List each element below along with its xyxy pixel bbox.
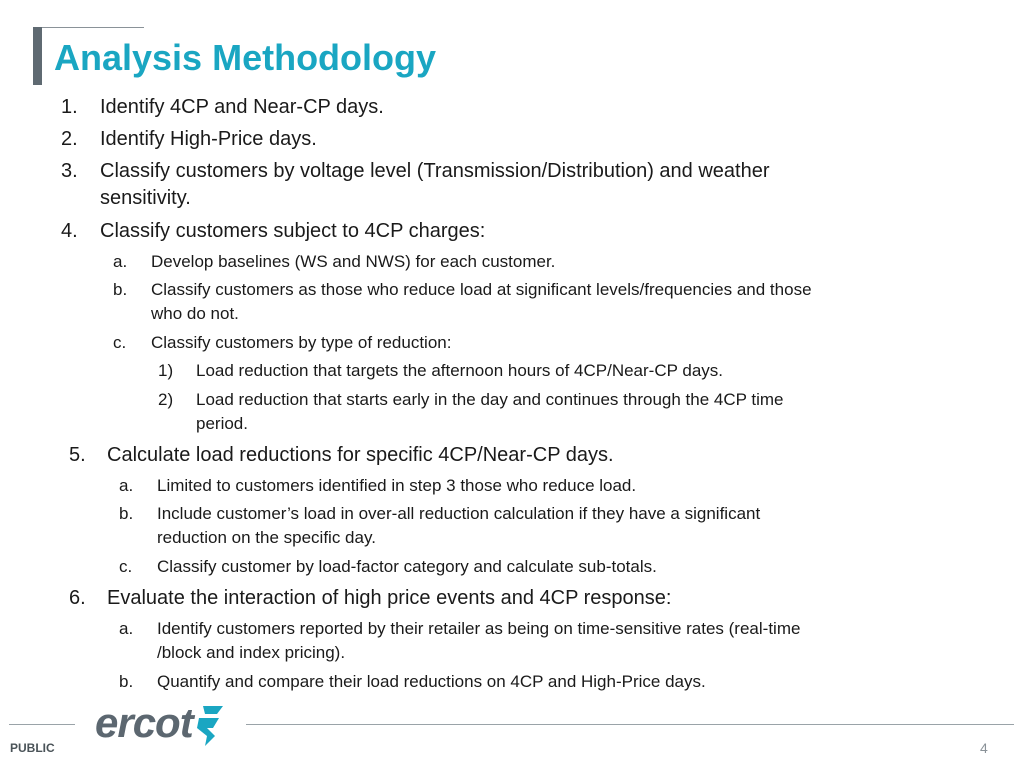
- sub-sub-list-number: 1): [158, 361, 174, 380]
- sub-sub-list-text: Load reduction that targets the afternoon hours of 4CP/Near-CP days.: [196, 361, 723, 380]
- sub-list-text-continuation: reduction on the specific day.: [157, 528, 376, 547]
- list-number: 5.: [69, 444, 86, 466]
- list-number: 3.: [61, 160, 78, 182]
- sub-list-letter: b.: [119, 672, 134, 691]
- sub-list-text: Identify customers reported by their retailer as being on time-sensitive rates (real-time: [157, 619, 801, 638]
- sub-list-letter: c.: [113, 333, 127, 352]
- sub-list-letter: a.: [119, 476, 134, 495]
- classification-label: PUBLIC: [10, 741, 55, 755]
- footer-divider-right: [246, 724, 1014, 725]
- title-accent-bar: [33, 27, 42, 85]
- list-text: Identify High-Price days.: [100, 128, 317, 150]
- list-text: Identify 4CP and Near-CP days.: [100, 96, 384, 118]
- sub-list-text: Classify customer by load-factor category and calculate sub-totals.: [157, 557, 657, 576]
- sub-list-letter: b.: [113, 280, 128, 299]
- list-text: Classify customers by voltage level (Transmission/Distribution) and weather: [100, 160, 770, 182]
- sub-list-letter: c.: [119, 557, 133, 576]
- sub-list-text-continuation: who do not.: [151, 304, 239, 323]
- sub-list-text-continuation: /block and index pricing).: [157, 643, 346, 662]
- sub-list-letter: a.: [113, 252, 128, 271]
- ercot-logo: [95, 700, 235, 750]
- list-number: 2.: [61, 128, 78, 150]
- sub-sub-list-number: 2): [158, 390, 174, 409]
- page-number: 4: [980, 740, 988, 756]
- list-text-continuation: sensitivity.: [100, 187, 191, 209]
- sub-list-text: Classify customers as those who reduce load at significant levels/frequencies and those: [151, 280, 812, 299]
- list-text: Evaluate the interaction of high price events and 4CP response:: [107, 587, 672, 609]
- list-text: Classify customers subject to 4CP charges:: [100, 220, 486, 242]
- sub-list-text: Limited to customers identified in step 3 those who reduce load.: [157, 476, 637, 495]
- sub-sub-list-text: Load reduction that starts early in the day and continues through the 4CP time: [196, 390, 784, 409]
- list-number: 4.: [61, 220, 78, 242]
- ercot-bolt-icon: [193, 702, 227, 748]
- sub-list-text: Classify customers by type of reduction:: [151, 333, 452, 352]
- list-text: Calculate load reductions for specific 4CP/Near-CP days.: [107, 444, 614, 466]
- sub-list-letter: a.: [119, 619, 134, 638]
- list-number: 1.: [61, 96, 78, 118]
- sub-list-text: Develop baselines (WS and NWS) for each customer.: [151, 252, 556, 271]
- logo-wordmark: ercot: [95, 699, 193, 746]
- page-title: Analysis Methodology: [54, 37, 437, 78]
- footer-divider-left: [9, 724, 75, 725]
- sub-list-text: Include customer’s load in over-all reduction calculation if they have a significant: [157, 504, 761, 523]
- sub-list-letter: b.: [119, 504, 134, 523]
- list-number: 6.: [69, 587, 86, 609]
- sub-list-text: Quantify and compare their load reductions on 4CP and High-Price days.: [157, 672, 706, 691]
- title-accent-rule: [42, 27, 144, 28]
- sub-sub-list-text-continuation: period.: [196, 414, 248, 433]
